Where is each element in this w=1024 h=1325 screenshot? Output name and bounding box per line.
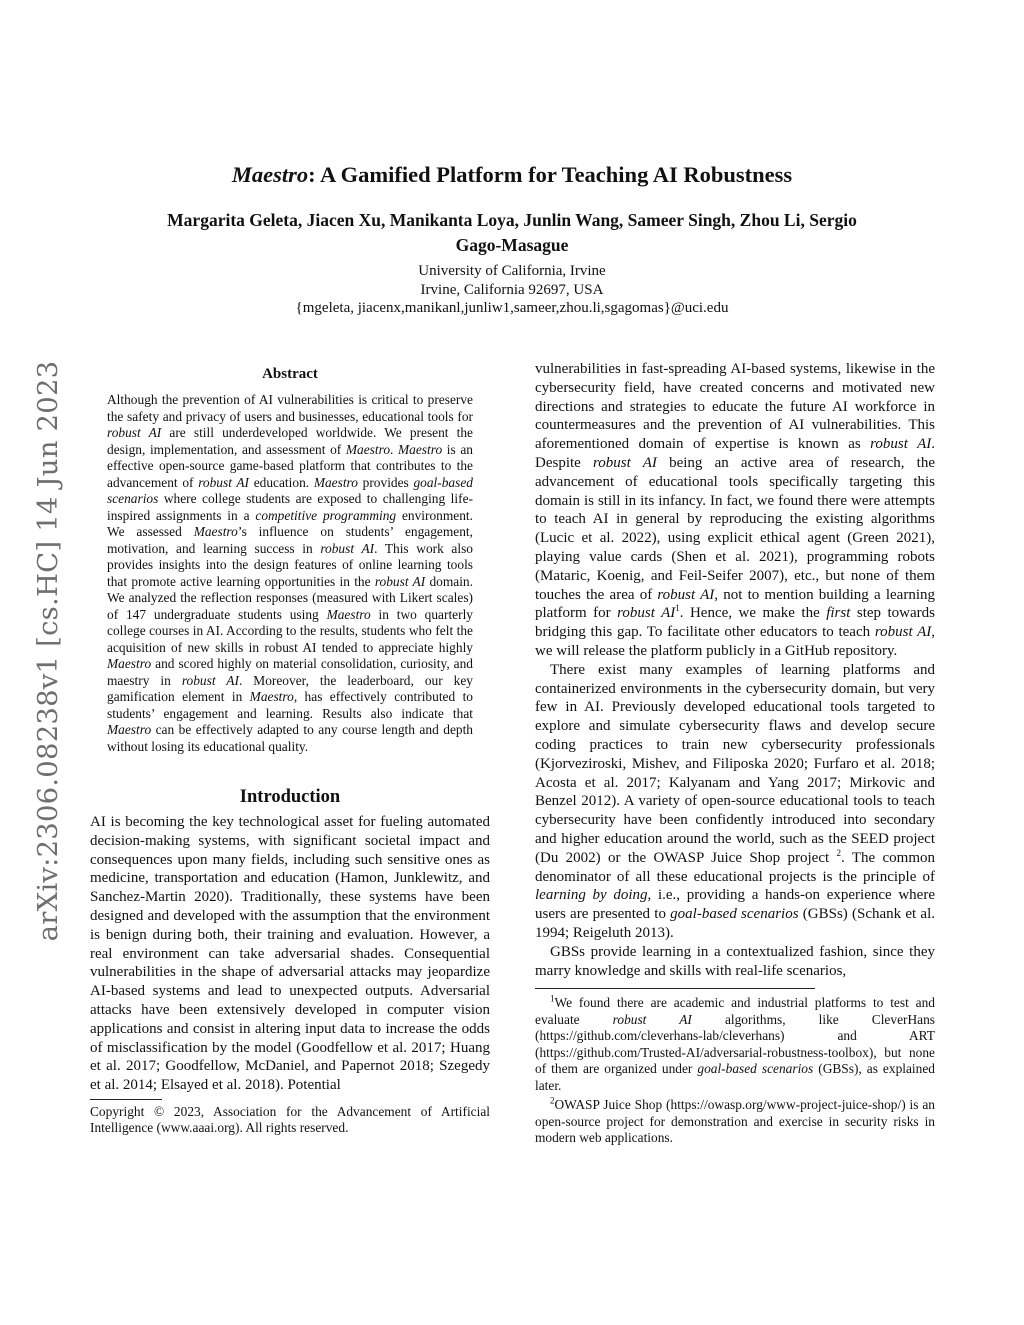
right-paragraph-1: vulnerabilities in fast-spreading AI-based systems, likewise in the cybersecurity field, have created concerns and motivated new directions and strategies to educate the future AI workforce in countermeasures and the prevention of AI vulnerabilities. This aforementioned domain of expertise is known as robust AI. Despite robust AI being an active area of research, the advancement of educational tools specifically targeting this domain is still in its infancy. In fact, we found there were attempts to teach AI in general by reproducing the existing algorithms (Lucic et al. 2022), using explicit ethical agent (Green 2021), playing value cards (Shen et al. 2021), programming robots (Mataric, Koenig, and Feil-Seifer 2007), etc., but none of them touches the area of robust AI, not to mention building a learning platform for robust $AI^1$. Hence, we make the first step towards bridging this gap. To facilitate other educators to teach robust AI, we will release the platform publicly in a GitHub repository. [535, 361, 936, 659]
abstract-body: Although the prevention of AI vulnerabilities is critical to preserve the safety and privacy of users and businesses, educational tools for robust AI are still underdeveloped worldwide. We present the design, implementation, and assessment of Maestro. Maestro is an effective open-source game-based platform that contributes to the advancement of robust AI education. Maestro provides goal-based scenarios where college students are exposed to challenging life-inspired assignments in a competitive programming environment. We assessed Maestro’s influence on students’ engagement, motivation, and learning success in robust AI. This work also provides insights into the design features of online learning tools that promote active learning opportunities in the robust AI domain. We analyzed the reflection responses (measured with Likert scales) of 147 undergraduate students using Maestro in two quarterly college courses in AI. According to the results, students who felt the acquisition of new skills in robust AI tended to appreciate highly Maestro and scored highly on material consolidation, curiosity, and maestry in robust AI. Moreover, the leaderboard, our key gamification element in Maestro, has effectively contributed to students’ engagement and learning. Results also indicate that Maestro can be effectively adapted to any course length and depth without losing its educational quality. [107, 392, 474, 754]
intro-paragraph-1: AI is becoming the key technological asset for fueling automated decision-making systems, with significant societal impact and consequences upon many fields, including such sensitive ones as medicine, transportation and education (Hamon, Junklewitz, and Sanchez-Martin 2020). Traditionally, these systems have been designed and developed with the assumption that the environment is benign during both, their training and evaluation. However, a real environment can take adversarial shades. Consequential vulnerabilities in the shape of adversarial attacks may jeopardize AI-based systems and lead to unexpected outputs. Adversarial attacks have been extensively developed in computer vision applications and consist in altering input data to increase the odds of misclassification by the model (Goodfellow et al. 2017; Huang et al. 2017; Goodfellow, McDaniel, and Papernot 2018; Szegedy et al. 2014; Elsayed et al. 2018). Potential [90, 814, 490, 1094]
copyright-notice: Copyright © 2023, Association for the Advancement of Artificial Intelligence (www.aaai.org). All rights reserved. [90, 1103, 490, 1136]
left-column [90, 360, 490, 1137]
footnote-1: $^1$We found there are academic and industrial platforms to test and evaluate robust AI algorithms, like CleverHans (https://github.com/cleverhans-lab/cleverhans) and ART (https://github.com/Trusted-AI/adversarial-robustness-toolbox), but none of them are organized under goal-based scenarios (GBSs), as explained later. [535, 993, 935, 1093]
abstract [107, 364, 473, 755]
paper-title [0, 160, 1024, 190]
footnotes-divider [535, 988, 815, 989]
title-rest: : A Gamified Platform for Teaching AI Robustness [308, 162, 793, 187]
title-maestro: Maestro [231, 162, 309, 187]
emails: {mgeleta, jiacenx,manikanl,junliw1,sameer,zhou.li,sgagomas}@uci.edu [295, 300, 729, 316]
abstract-heading: Abstract [262, 366, 318, 382]
footnote-2: $^2$OWASP Juice Shop (https://owasp.org/www-project-juice-shop/) is an open-source project for demonstration and exercise in security risks in modern web applications. [535, 1095, 935, 1146]
authors-line-1: Margarita Geleta, Jiacen Xu, Manikanta Loya, Junlin Wang, Sameer Singh, Zhou Li, Sergio [167, 210, 857, 230]
arxiv-identifier: arXiv:2306.08238v1 [cs.HC] 14 Jun 2023 [32, 360, 64, 942]
introduction-heading: Introduction [239, 787, 341, 807]
address: Irvine, California 92697, USA [420, 281, 604, 298]
right-column [535, 360, 935, 1150]
footnote-ref-2: 2 [836, 847, 842, 858]
right-paragraph-2: There exist many examples of learning platforms and containerized environments in the cybersecurity domain, but very few in AI. Previously developed educational tools targeted to explore and simulate cybersecurity flaws and develop secure coding practices to train new cybersecurity professionals (Kjorveziroski, Mishev, and Filiposka 2020; Furfaro et al. 2018; Acosta et al. 2017; Kalyanam and Yang 2017; Mirkovic and Benzel 2012). A variety of open-source educational tools to teach cybersecurity have been confidently introduced into secondary and higher education around the world, such as the SEED project (Du 2002) or the OWASP Juice Shop project $^2$. The common denominator of all these educational projects is the principle of learning by doing, i.e., providing a hands-on experience where users are presented to goal-based scenarios (GBSs) (Schank et al. 1994; Reigeluth 2013). [535, 661, 936, 941]
author-list [110, 208, 914, 258]
right-paragraph-3: GBSs provide learning in a contextualized fashion, since they marry knowledge and skills with real-life scenarios, [535, 943, 935, 979]
affiliation: University of California, Irvine [418, 263, 606, 279]
arxiv-sidebar [32, 360, 64, 942]
footnote-divider [90, 1099, 162, 1100]
affiliation-block [0, 262, 1024, 318]
footnote-ref-1: 1 [675, 603, 680, 614]
authors-line-2: Gago-Masague [455, 235, 569, 255]
